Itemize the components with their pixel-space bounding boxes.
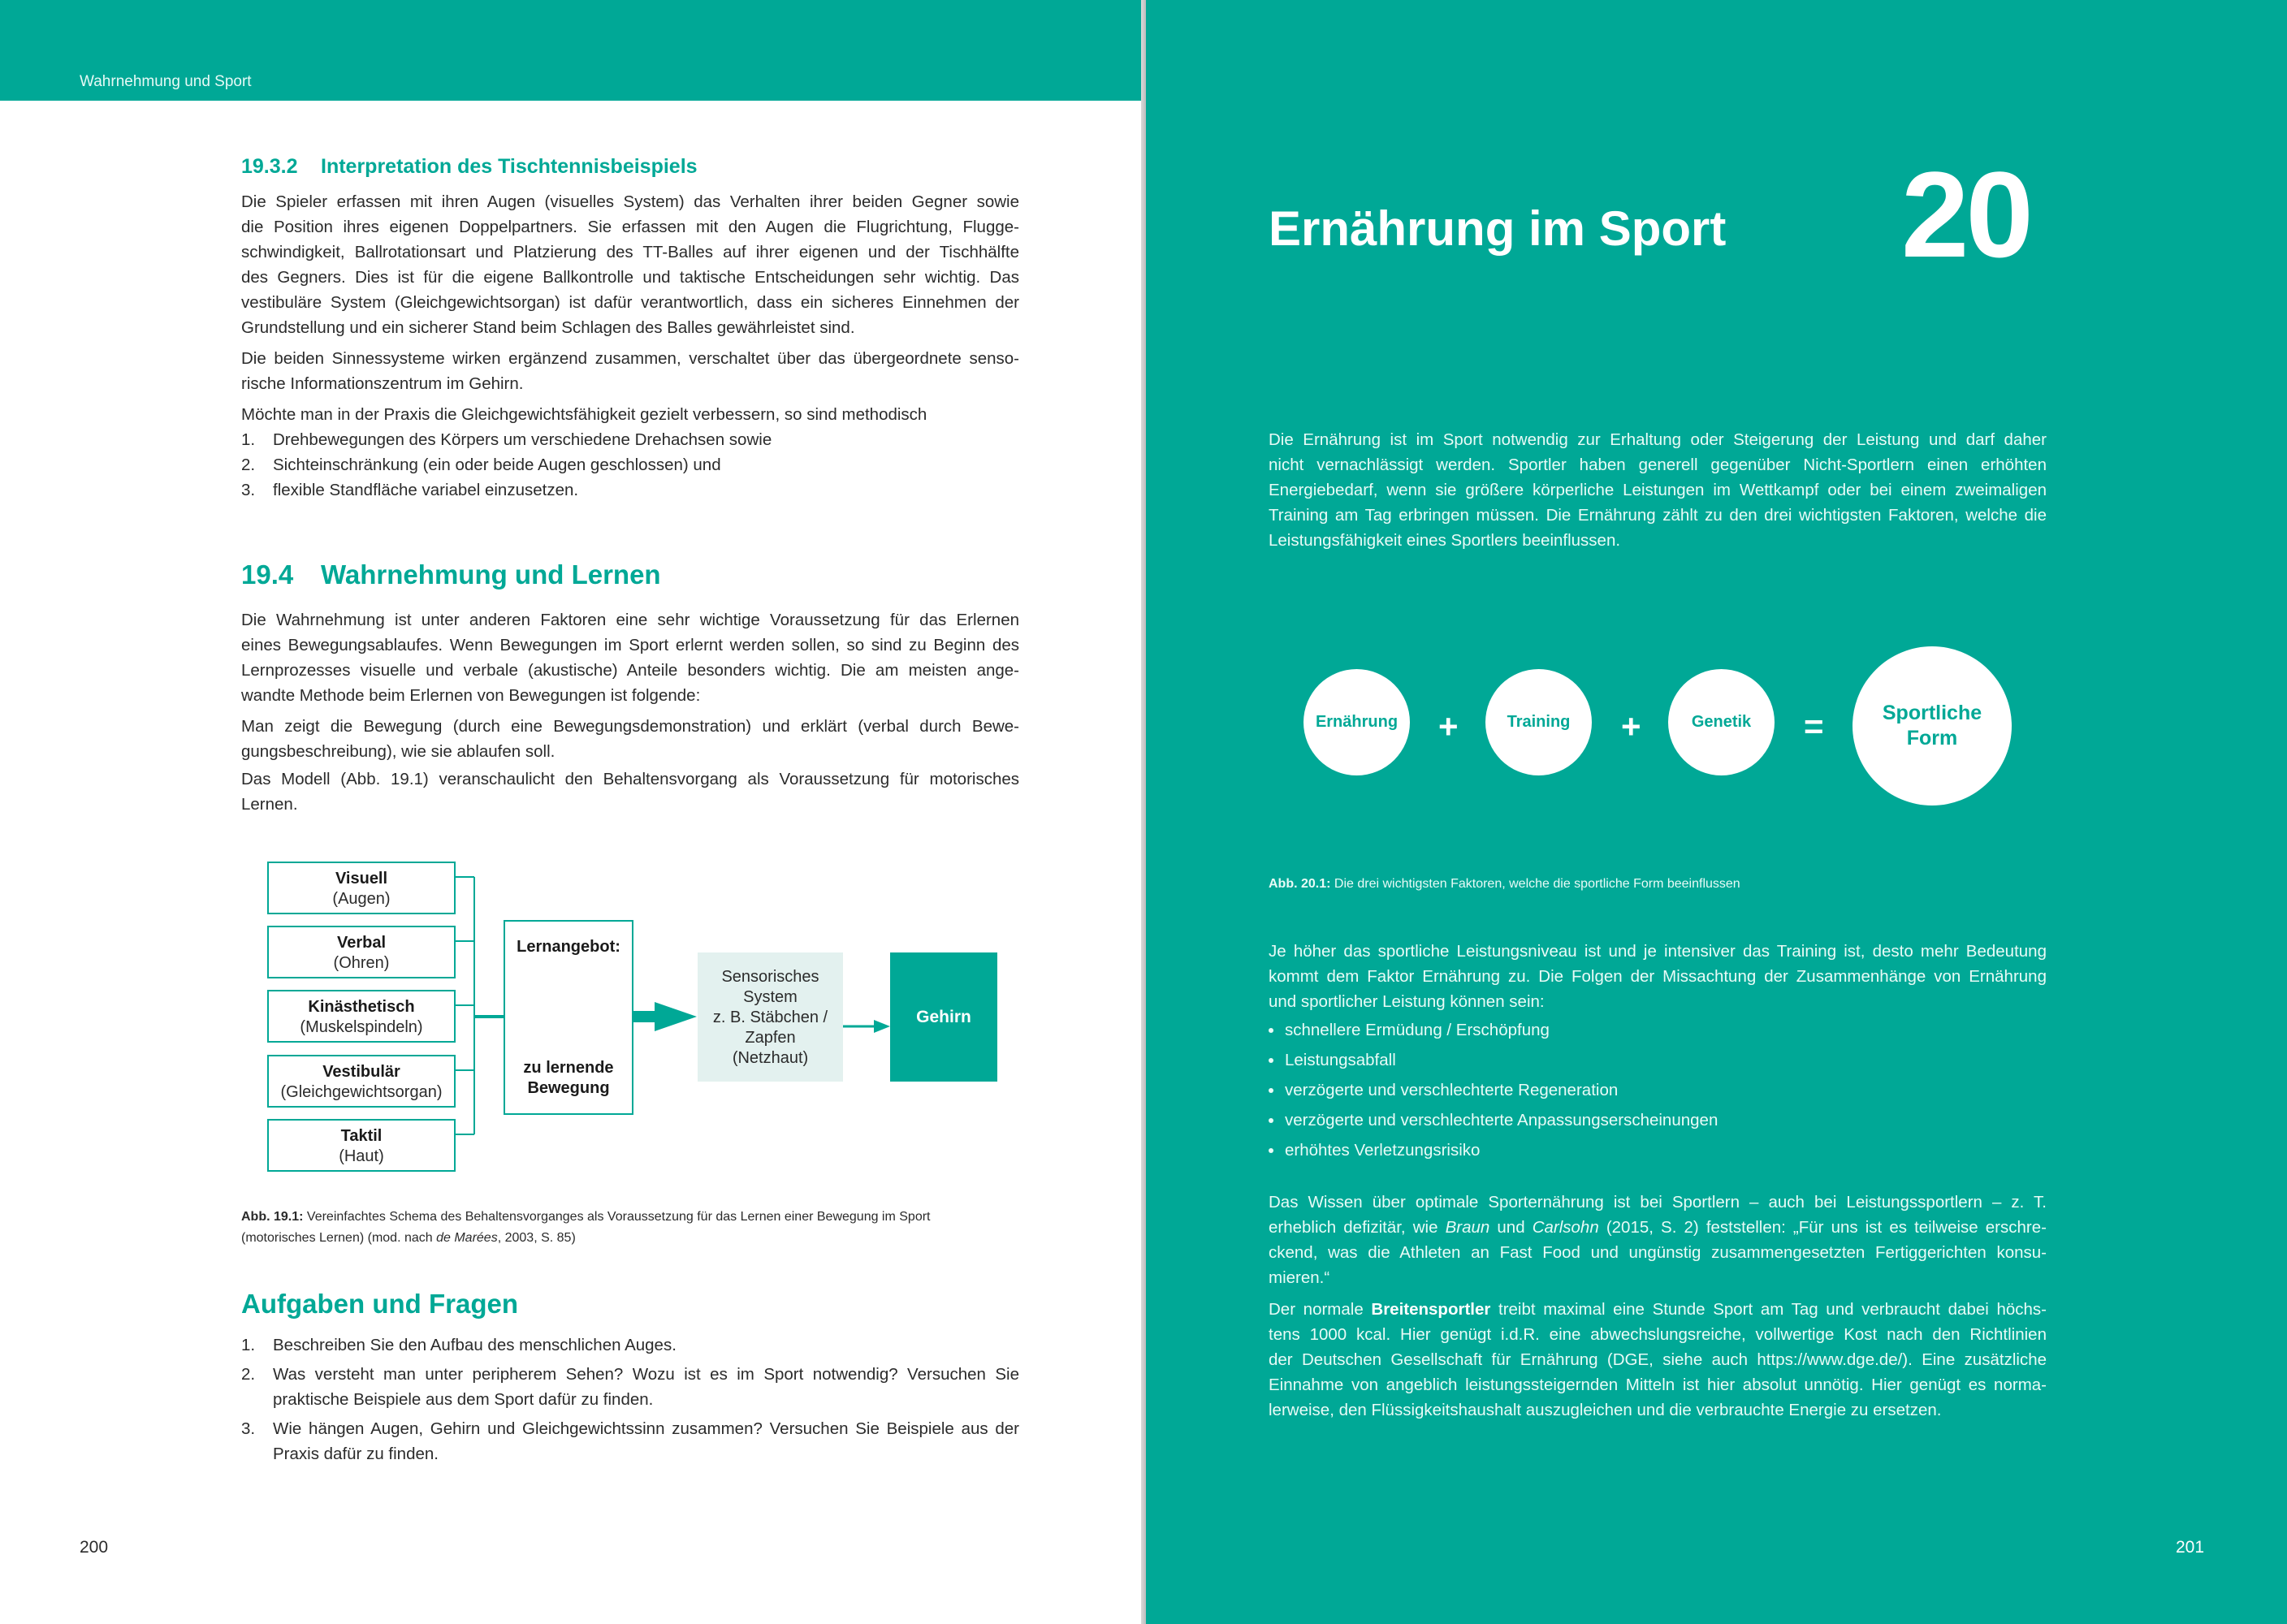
text-line	[1269, 1215, 2047, 1240]
task-number: 3.	[241, 1419, 256, 1438]
author-name: Carlsohn	[1532, 1218, 1599, 1237]
page-number: 200	[80, 1538, 109, 1557]
text-line: lerweise, den Flüssigkeitshaushalt auszugleichen und die verbrauchte Energie zu ersetzen.	[1269, 1401, 1942, 1419]
right-page	[1146, 0, 2287, 1624]
input-box-vestibulaer	[267, 1055, 456, 1108]
text-fragment: treibt maximal eine Stunde Sport am Tag und verbraucht dabei höchs-	[1490, 1300, 2047, 1319]
result-text	[1883, 701, 1982, 751]
list-text: Sichteinschränkung (ein oder beide Augen geschlossen) und	[273, 456, 721, 474]
section-heading	[241, 559, 1019, 590]
text-line: Die Spieler erfassen mit ihren Augen (visuelles System) das Verhalten ihrer beiden Gegner sowie	[241, 192, 1019, 211]
input-sub: (Augen)	[332, 890, 391, 908]
input-title: Visuell	[335, 870, 388, 888]
paragraph	[1269, 1297, 2047, 1423]
text-fragment: erheblich defizitär, wie	[1269, 1218, 1446, 1237]
text-line: Lernprozesses visuelle und verbale (akustische) Anteile besonders wichtig. Die am meisten ange-	[241, 661, 1019, 680]
text-line: kommt dem Faktor Ernährung zu. Die Folgen der Missachtung der Zusammenhänge von Ernährung	[1269, 967, 2047, 986]
bullet-item: verzögerte und verschlechterte Regeneration	[1269, 1078, 2047, 1108]
caption-label: Abb. 20.1:	[1269, 877, 1331, 891]
list-number: 3.	[241, 481, 256, 499]
section-19-3-2-body	[241, 189, 1019, 503]
offer-title: Lernangebot:	[517, 938, 620, 956]
input-sub: (Gleichgewichtsorgan)	[280, 1083, 443, 1101]
task-text: Was versteht man unter peripherem Sehen? Wozu ist es im Sport notwendig? Versuchen Sie praktische Beispiele aus dem Sport dafür zu finden.	[273, 1365, 1019, 1409]
input-box-verbal	[267, 926, 456, 978]
offer-line: Bewegung	[527, 1079, 610, 1097]
input-title: Verbal	[336, 934, 387, 952]
sensory-line: System	[743, 988, 798, 1006]
sensory-text	[698, 952, 843, 1069]
intro-paragraph	[1269, 427, 2047, 559]
text-line: nicht vernachlässigt werden. Sportler haben generell gegenüber Nicht-Sportlern einen erhöhten	[1269, 456, 2047, 474]
task-item	[241, 1332, 1019, 1358]
input-sub: (Muskelspindeln)	[300, 1018, 423, 1036]
plus-sign: +	[1621, 707, 1641, 745]
paragraph	[1269, 427, 2047, 553]
text-line: gungsbeschreibung), wie sie ablaufen soll.	[241, 742, 556, 761]
input-title: Kinästhetisch	[308, 998, 415, 1016]
result-circle-sportliche-form	[1853, 646, 2012, 806]
input-title: Taktil	[340, 1127, 383, 1145]
text-line: Die Ernährung ist im Sport notwendig zur Erhaltung oder Steigerung der Leistung und darf daher	[1269, 430, 2047, 449]
result-line: Form	[1906, 727, 1958, 749]
text-line: Je höher das sportliche Leistungsniveau ist und je intensiver das Training ist, desto mehr Bedeutung	[1269, 942, 2047, 961]
page-number: 201	[2176, 1538, 2205, 1557]
sensory-line: z. B. Stäbchen /	[712, 1009, 828, 1026]
level-paragraph	[1269, 939, 2047, 1021]
section-19-3-2	[241, 155, 1019, 179]
text-fragment: und	[1489, 1218, 1533, 1237]
numbered-list	[241, 427, 1019, 503]
offer-text	[505, 1058, 632, 1099]
paragraph	[241, 714, 1019, 764]
text-line: tens 1000 kcal. Hier genügt i.d.R. eine abwechslungsreiche, vollwertige Kost nach den Richtlinien	[1269, 1325, 2047, 1344]
factor-circle-genetik: Genetik	[1668, 669, 1775, 775]
section-19-4	[241, 559, 1019, 590]
tasks-heading: Aufgaben und Fragen	[241, 1289, 518, 1319]
text-line: die Position ihres eigenen Doppelpartners. Sie erfassen mit den Augen die Flugrichtung, Flugge-	[241, 218, 1019, 236]
text-line: des Gegners. Dies ist für die eigene Ballkontrolle und taktische Entscheidungen sehr wichtig. Das	[241, 268, 1019, 287]
factor-circle-ernaehrung: Ernährung	[1303, 669, 1410, 775]
caption-author: de Marées	[436, 1231, 498, 1245]
sensory-system-box	[698, 952, 843, 1082]
text-line: Das Wissen über optimale Sporternährung ist bei Sportlern – auch bei Leistungssportlern – z. T.	[1269, 1193, 2047, 1212]
figure-caption	[241, 1207, 1019, 1249]
running-head: Wahrnehmung und Sport	[80, 73, 252, 90]
sensory-line: Zapfen	[745, 1029, 796, 1047]
sensory-line: (Netzhaut)	[732, 1049, 809, 1067]
text-line: schwindigkeit, Ballrotationsart und Platzierung des TT-Balles auf ihrer eigenen und der Tischhälfte	[241, 243, 1019, 261]
text-line: rische Informationszentrum im Gehirn.	[241, 374, 524, 393]
paragraph	[1269, 939, 2047, 1014]
tasks-body	[241, 1332, 1019, 1471]
factor-circle-training: Training	[1485, 669, 1592, 775]
task-number: 2.	[241, 1365, 256, 1384]
input-box-kinaesthetisch	[267, 990, 456, 1043]
figure-caption	[1269, 877, 2047, 892]
bullet-item: Leistungsabfall	[1269, 1047, 2047, 1078]
list-item	[241, 452, 1019, 477]
author-name: Braun	[1445, 1218, 1490, 1237]
input-title: Vestibulär	[322, 1063, 400, 1081]
list-number: 2.	[241, 456, 256, 474]
paragraph	[241, 189, 1019, 340]
text-line: Das Modell (Abb. 19.1) veranschaulicht den Behaltensvorgang als Voraussetzung für motorisches	[241, 770, 1019, 788]
bullet-item: erhöhtes Verletzungsrisiko	[1269, 1138, 2047, 1168]
equals-sign: =	[1804, 707, 1824, 745]
list-item	[241, 427, 1019, 452]
text-line: Die beiden Sinnessysteme wirken ergänzend zusammen, verschaltet über das übergeordnete senso-	[241, 349, 1019, 368]
text-line: Man zeigt die Bewegung (durch eine Bewegungsdemonstration) und erklärt (verbal durch Bewe-	[241, 717, 1019, 736]
text-line: Leistungsfähigkeit eines Sportlers beeinflussen.	[1269, 531, 1621, 550]
plus-sign: +	[1438, 707, 1459, 745]
text-line: Grundstellung und ein sicherer Stand beim Schlagen des Balles gewährleistet sind.	[241, 318, 855, 337]
caption-text: , 2003, S. 85)	[497, 1231, 576, 1245]
knowledge-paragraph	[1269, 1190, 2047, 1429]
text-line: der Deutschen Gesellschaft für Ernährung (DGE, siehe auch https://www.dge.de/). Eine zusätzliche	[1269, 1350, 2047, 1369]
consequence-list	[1269, 1017, 2047, 1168]
task-text: Beschreiben Sie den Aufbau des menschlichen Auges.	[273, 1336, 677, 1354]
input-box-taktil	[267, 1119, 456, 1172]
task-list	[241, 1332, 1019, 1466]
text-line: Energiebedarf, wenn sie größere körperliche Leistungen im Wettkampf oder bei einem zweimaligen	[1269, 481, 2047, 499]
task-number: 1.	[241, 1336, 256, 1354]
bullet-item: verzögerte und verschlechterte Anpassungserscheinungen	[1269, 1108, 2047, 1138]
section-title: Interpretation des Tischtennisbeispiels	[321, 155, 698, 178]
bullet-item: schnellere Ermüdung / Erschöpfung	[1269, 1017, 2047, 1047]
list-text: flexible Standfläche variabel einzusetzen.	[273, 481, 579, 499]
paragraph: Möchte man in der Praxis die Gleichgewichtsfähigkeit gezielt verbessern, so sind methodisch	[241, 405, 927, 424]
caption-text: Vereinfachtes Schema des Behaltensvorganges als Voraussetzung für das Lernen einer Bewegung im Sport	[303, 1210, 931, 1224]
paragraph	[241, 346, 1019, 396]
list-number: 1.	[241, 430, 256, 449]
task-item	[241, 1416, 1019, 1466]
input-sub: (Ohren)	[333, 954, 390, 972]
brain-box: Gehirn	[890, 952, 997, 1082]
section-19-4-body	[241, 607, 1019, 823]
offer-line: zu lernende	[523, 1059, 614, 1077]
caption-text: Die drei wichtigsten Faktoren, welche die sportliche Form beeinflussen	[1330, 877, 1740, 891]
result-line: Sportliche	[1882, 702, 1982, 724]
chapter-number: 20	[1901, 146, 2030, 283]
text-line: Lernen.	[241, 795, 298, 814]
text-line: Die Wahrnehmung ist unter anderen Faktoren eine sehr wichtige Voraussetzung für das Erlernen	[241, 611, 1019, 629]
task-item	[241, 1362, 1019, 1412]
section-heading	[241, 155, 1019, 179]
arrow-head	[655, 1002, 697, 1031]
section-number: 19.4	[241, 559, 294, 590]
text-line: Einnahme von angeblich leistungssteigernden Mitteln ist hier absolut unnötig. Hier genügt es norma-	[1269, 1376, 2047, 1394]
sensory-line: Sensorisches	[721, 968, 819, 986]
text-fragment: (2015, S. 2) feststellen: „Für uns ist es teilweise erschre-	[1598, 1218, 2047, 1237]
header-band	[0, 0, 1144, 101]
text-line: und sportlicher Leistung können sein:	[1269, 992, 1545, 1011]
input-sub: (Haut)	[339, 1147, 384, 1165]
paragraph	[241, 607, 1019, 708]
section-title: Wahrnehmung und Lernen	[321, 559, 661, 590]
text-line: Training am Tag erbringen müssen. Die Ernährung zählt zu den drei wichtigsten Faktoren, welche die	[1269, 506, 2047, 525]
arrow-head	[874, 1020, 890, 1033]
list-item	[241, 477, 1019, 503]
text-line: ckend, was die Athleten an Fast Food und ungünstig zusammengesetzten Fertiggerichten konsu-	[1269, 1243, 2047, 1262]
text-line	[1269, 1297, 2047, 1322]
chapter-title: Ernährung im Sport	[1269, 201, 1727, 256]
caption-label: Abb. 19.1:	[241, 1210, 304, 1224]
bold-term: Breitensportler	[1371, 1300, 1491, 1319]
task-text: Wie hängen Augen, Gehirn und Gleichgewichtssinn zusammen? Versuchen Sie Beispiele aus der Praxis dafür zu finden.	[273, 1419, 1019, 1463]
section-number: 19.3.2	[241, 155, 298, 178]
caption-text: (motorisches Lernen) (mod. nach	[241, 1231, 437, 1245]
text-line: vestibuläre System (Gleichgewichtsorgan) ist dafür verantwortlich, dass ein sicheres Einnehmen der	[241, 293, 1019, 312]
text-line: eines Bewegungsablaufes. Wenn Bewegungen im Sport erlernt werden sollen, so sind zu Beginn des	[241, 636, 1019, 654]
learning-offer-box	[504, 920, 633, 1115]
text-line: mieren.“	[1269, 1268, 1330, 1287]
paragraph	[1269, 1190, 2047, 1290]
bullet-list	[1269, 1017, 2047, 1168]
paragraph	[241, 767, 1019, 817]
text-line: wandte Methode beim Erlernen von Bewegungen ist folgende:	[241, 686, 701, 705]
list-text: Drehbewegungen des Körpers um verschiedene Drehachsen sowie	[273, 430, 772, 449]
text-fragment: Der normale	[1269, 1300, 1372, 1319]
input-box-visuell	[267, 862, 456, 914]
arrow-body	[633, 1011, 658, 1022]
